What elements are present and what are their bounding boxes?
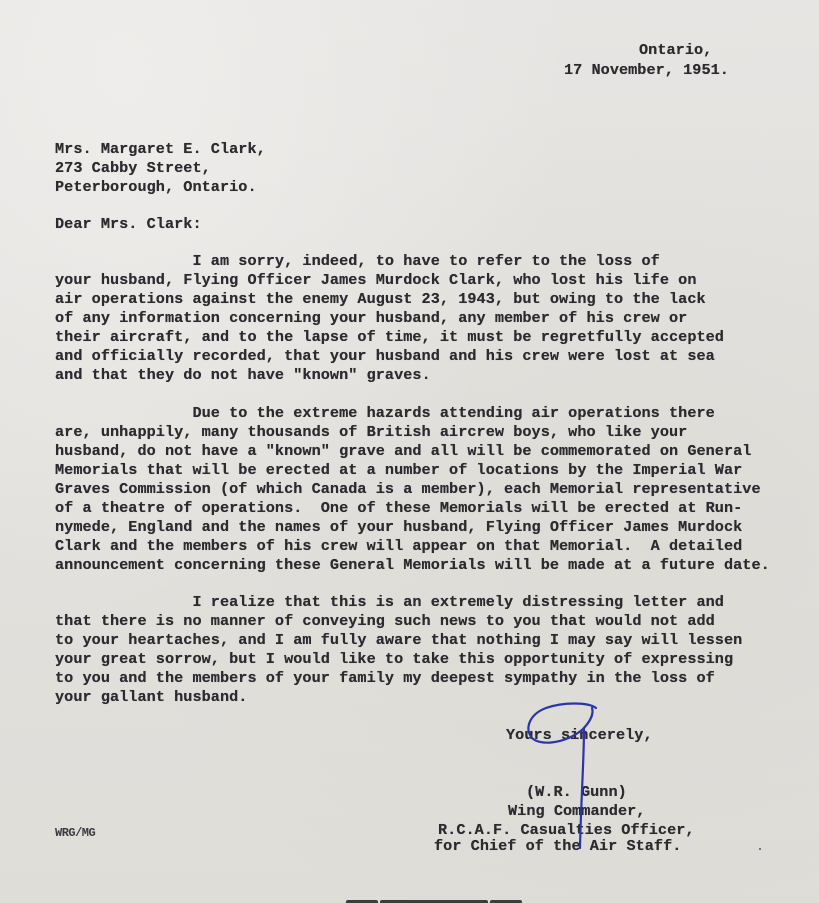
paragraph-line: their aircraft, and to the lapse of time, it must be regretfully accepted bbox=[55, 328, 724, 346]
paragraph-line: I realize that this is an extremely distressing letter and bbox=[55, 593, 724, 611]
recipient-city: Peterborough, Ontario. bbox=[55, 178, 257, 196]
paragraph-line: that there is no manner of conveying such news to you that would not add bbox=[55, 612, 715, 630]
signatory-rank: Wing Commander, bbox=[508, 802, 646, 820]
signatory-title: R.C.A.F. Casualties Officer, bbox=[438, 821, 695, 839]
paragraph-line: husband, do not have a "known" grave and all will be commemorated on General bbox=[55, 442, 752, 460]
letter-date: 17 November, 1951. bbox=[564, 61, 729, 79]
paragraph-line: to you and the members of your family my deepest sympathy in the loss of bbox=[55, 669, 715, 687]
paragraph-line: air operations against the enemy August 23, 1943, but owing to the lack bbox=[55, 290, 706, 308]
paragraph-line: Due to the extreme hazards attending air operations there bbox=[55, 404, 715, 422]
letter-place: Ontario, bbox=[639, 41, 713, 59]
paragraph-line: announcement concerning these General Memorials will be made at a future date. bbox=[55, 556, 770, 574]
paragraph-line: of any information concerning your husband, any member of his crew or bbox=[55, 309, 688, 327]
signatory-name: (W.R. Gunn) bbox=[526, 783, 627, 801]
paragraph-line: Graves Commission (of which Canada is a member), each Memorial representative bbox=[55, 480, 761, 498]
paragraph-line: Memorials that will be erected at a number of locations by the Imperial War bbox=[55, 461, 743, 479]
paper-speck bbox=[759, 848, 761, 850]
paragraph-line: your great sorrow, but I would like to take this opportunity of expressing bbox=[55, 650, 734, 668]
signatory-for: for Chief of the Air Staff. bbox=[434, 837, 682, 855]
paragraph-line: your husband, Flying Officer James Murdock Clark, who lost his life on bbox=[55, 271, 697, 289]
paragraph-line: to your heartaches, and I am fully aware that nothing I may say will lessen bbox=[55, 631, 743, 649]
recipient-name: Mrs. Margaret E. Clark, bbox=[55, 140, 266, 158]
paragraph-line: nymede, England and the names of your husband, Flying Officer James Murdock bbox=[55, 518, 743, 536]
salutation: Dear Mrs. Clark: bbox=[55, 215, 202, 233]
paragraph-line: your gallant husband. bbox=[55, 688, 248, 706]
paragraph-line: Clark and the members of his crew will appear on that Memorial. A detailed bbox=[55, 537, 743, 555]
reference-initials: WRG/MG bbox=[55, 826, 96, 840]
paragraph-line: and that they do not have "known" graves. bbox=[55, 366, 431, 384]
paragraph-line: of a theatre of operations. One of these Memorials will be erected at Run- bbox=[55, 499, 743, 517]
closing: Yours sincerely, bbox=[506, 726, 653, 744]
recipient-street: 273 Cabby Street, bbox=[55, 159, 211, 177]
paragraph-line: and officially recorded, that your husband and his crew were lost at sea bbox=[55, 347, 715, 365]
paragraph-line: are, unhappily, many thousands of British aircrew boys, who like your bbox=[55, 423, 688, 441]
paragraph-line: I am sorry, indeed, to have to refer to the loss of bbox=[55, 252, 660, 270]
